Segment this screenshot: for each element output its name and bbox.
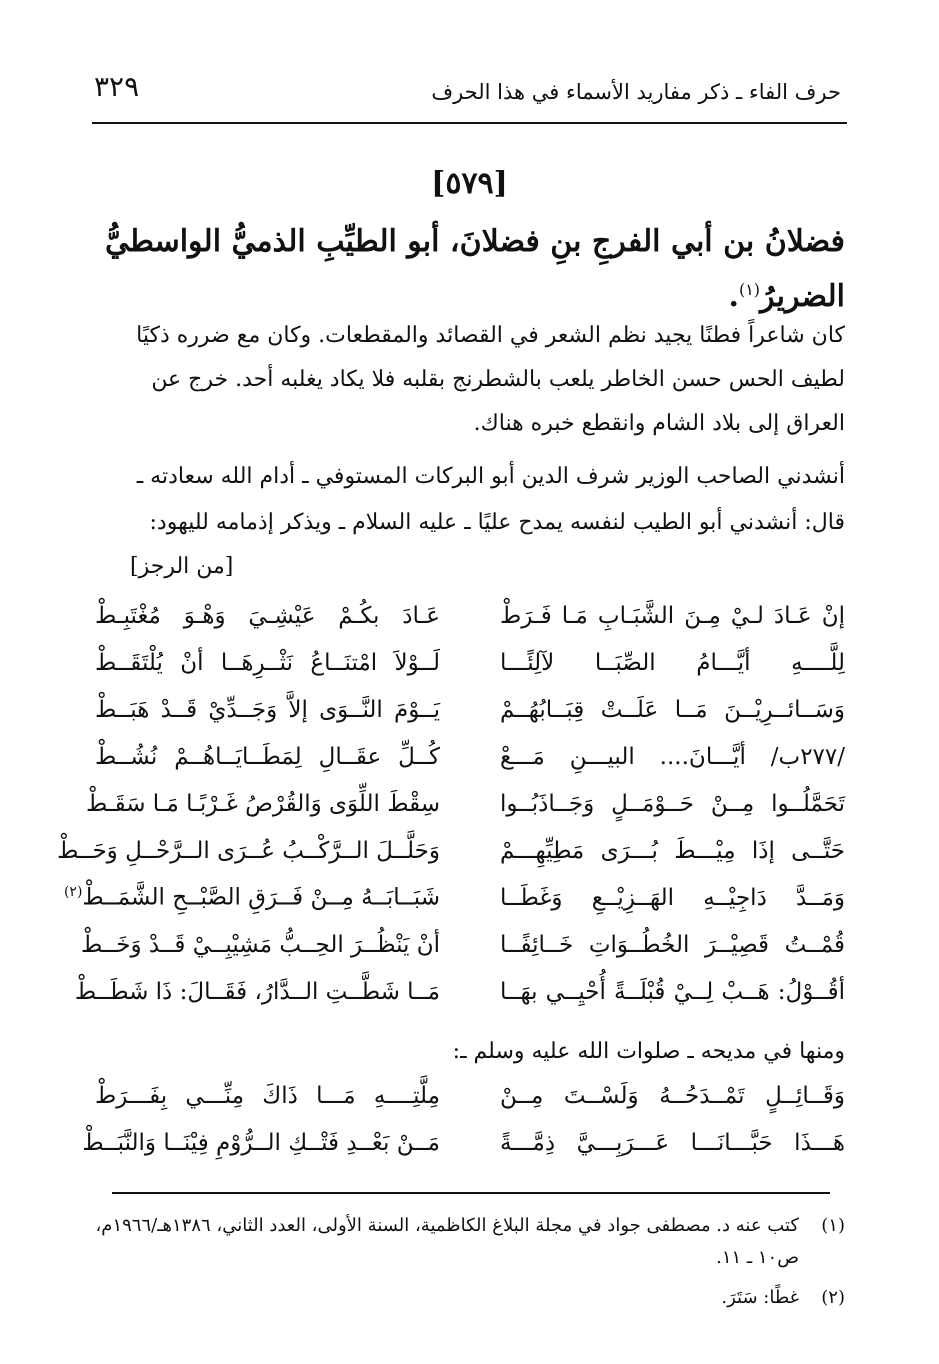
- verse-line: [63, 874, 845, 921]
- poem-first: [57, 592, 845, 1015]
- verse-left-hemistich: مَــنْ بَعْــدِ فَتْــكِ الــرُّوْمِ فِيْنَــا وَالنَّبَــطْ: [82, 1129, 440, 1156]
- verse-right-hemistich: وَسَــائــرِيْــنَ مَــا عَلَــتْ قِبَــابُهُــمْ: [500, 696, 845, 723]
- footnote-number: (٢): [821, 1287, 845, 1308]
- entry-title-text: فضلانُ بن أبي الفرجِ بنِ فضلانَ، أبو الطيِّبِ الذميُّ الواسطيُّ الضريرُ: [104, 224, 845, 314]
- footnote-ref-1[interactable]: (١): [738, 280, 761, 299]
- verse-right-hemistich: هَـــذَا حَبَّـــانَـــا عَـــرَبِـــيَّ ذِمَّـــةً: [500, 1129, 845, 1156]
- verse-left-hemistich: وَحَلَّــلَ الــرَّكْــبُ عُــرَى الــرَّحْــلِ وَحَــطْ: [57, 837, 440, 864]
- verse-right-hemistich: لِلَّــــهِ أيَّـــامُ الصِّبَــا لآلِئًـــا: [500, 649, 845, 676]
- footnote-1: [95, 1210, 845, 1274]
- verse-right-hemistich: حَتَّــى إذَا مِيْـــطَ بُـــرَى مَطِيِّهِـــمْ: [500, 837, 845, 864]
- verse-left-hemistich: عَـادَ بكُـمْ عَيْشِـيَ وَهْـوَ مُغْتَبِـطْ: [95, 602, 440, 629]
- verse-right-hemistich: أقُــوْلُ: هَــبْ لِــيْ قُبْلَــةً أُحْيِــي بهَــا: [500, 978, 845, 1005]
- narration-paragraph: أنشدني الصاحب الوزير شرف الدين أبو البركات المستوفي ـ أدام الله سعادته ـ قال: أنشدني أبو الطيب لنفسه يمدح عليًا ـ عليه السلام ـ ويذكر إذمامه لليهود:: [136, 464, 845, 535]
- verse-line: [95, 733, 845, 780]
- verse-line: [57, 827, 845, 874]
- running-header: [92, 70, 847, 124]
- footnote-text: [95, 1210, 799, 1274]
- footnote-ref-2[interactable]: (٢): [63, 884, 83, 901]
- poem-second: [82, 1072, 845, 1166]
- verse-right-hemistich: إنْ عَـادَ لـيْ مِـنَ الشَّبَـابِ مَـا فَـرَطْ: [500, 602, 845, 629]
- footnote-number: (١): [821, 1215, 845, 1236]
- verse-line: [80, 921, 845, 968]
- footnote-line: ص١٠ ـ ١١.: [716, 1247, 799, 1268]
- verse-line: [82, 1119, 845, 1166]
- verse-line: [74, 968, 845, 1015]
- verse-left-hemistich: مَــا شَطَّــتِ الــدَّارُ، فَقَــالَ: ذَا شَطَــطْ: [74, 978, 440, 1005]
- verse-line: [95, 639, 845, 686]
- page-number: ٣٢٩: [94, 70, 140, 103]
- verse-right-hemistich: /٢٧٧ب/ أيَّـــانَ.... البيـــنِ مَـــعْ: [500, 743, 845, 770]
- verse-line: [95, 592, 845, 639]
- verse-left-hemistich: يَــوْمَ النَّــوَى إلاَّ وَجَــدِّيْ قَــدْ هَبَــطْ: [95, 696, 440, 723]
- verse-line: [95, 686, 845, 733]
- entry-title-end: .: [728, 279, 739, 314]
- footnote-text: [95, 1282, 799, 1314]
- verse-text: شَبَــابَــهُ مِــنْ فَــرَقِ الصَّبْــحِ الشَّمَــطْ: [82, 884, 440, 911]
- verse-left-hemistich: سِقْطَ اللِّوَى وَالقُرْصُ غَـرْبًـا مَـا سَقَـطْ: [86, 790, 440, 817]
- verse-right-hemistich: وَمَــدَّ دَاجِيْــهِ الهَــزِيْــعِ وَغَطَــا: [500, 884, 845, 911]
- verse-line: [86, 780, 845, 827]
- running-title: حرف الفاء ـ ذكر مفاريد الأسماء في هذا الحرف: [431, 80, 841, 104]
- footnote-divider: [112, 1192, 830, 1194]
- verse-left-hemistich: لَــوْلاَ امْتنَــاعُ نَثْــرِهَــا أنْ يُلْتَقَــطْ: [95, 649, 440, 676]
- verse-right-hemistich: قُمْــتُ قَصِيْــرَ الخُطُــوَاتِ خَــائِفًــا: [500, 931, 845, 958]
- verse-line: [95, 1072, 845, 1119]
- entry-number: [٥٧٩]: [431, 166, 508, 201]
- footnote-line: كتب عنه د. مصطفى جواد في مجلة البلاغ الكاظمية، السنة الأولى، العدد الثاني، ١٣٨٦هـ/١٩٦٦م،: [95, 1215, 799, 1236]
- poem-intro-line: ومنها في مديحه ـ صلوات الله عليه وسلم ـ:: [452, 1039, 845, 1064]
- verse-left-hemistich: [63, 884, 440, 911]
- footnote-line: غطًا: سَتَرَ.: [721, 1287, 799, 1308]
- verse-left-hemistich: مِلَّتِــــهِ مَـــا ذَاكَ مِنِّـــي بِفَـــرَطْ: [95, 1082, 440, 1109]
- biography-paragraph: كان شاعراً فطنًا يجيد نظم الشعر في القصائد والمقطعات. وكان مع ضرره ذكيًا لطيف الحس حسن الخاطر يلعب بالشطرنج بقلبه فلا يكاد يغلبه أحد. خرج عن العراق إلى بلاد الشام وانقطع خبره هناك.: [136, 323, 845, 436]
- verse-right-hemistich: تَحَمَّلُــوا مِــنْ حَــوْمَــلٍ وَجَــاذَبُــوا: [500, 790, 845, 817]
- verse-left-hemistich: أنْ يَنْظُــرَ الحِــبُّ مَشِيْبِــيْ قَــدْ وَخَــطْ: [80, 931, 440, 958]
- footnotes: [95, 1210, 845, 1314]
- verse-left-hemistich: كُــلِّ عقَــالِ لِمَطَــايَــاهُــمْ نُشُــطْ: [95, 743, 440, 770]
- entry-title: [95, 218, 845, 321]
- verse-right-hemistich: وَقَــائِــلٍ تَمْــدَحُــهُ وَلَسْــتَ مِــنْ: [500, 1082, 845, 1109]
- footnote-2: [95, 1282, 845, 1314]
- poem-meter-label: [من الرجز]: [130, 554, 234, 579]
